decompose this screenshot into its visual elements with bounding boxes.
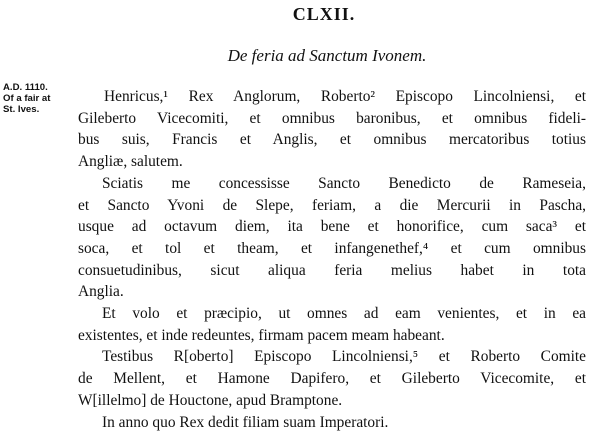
text-line: W[illelmo] de Houctone, apud Bramptone. xyxy=(78,391,343,409)
text-line: Gileberto Vicecomiti, et omnibus baronibus, et omnibus fideli- xyxy=(78,109,586,127)
text-line: existentes, et inde redeuntes, firmam pacem meam habeant. xyxy=(78,326,445,344)
text-line: Et volo et præcipio, ut omnes ad eam venientes, et in ea xyxy=(102,305,586,323)
charter-title: De feria ad Sanctum Ivonem. xyxy=(227,46,427,65)
charter-text xyxy=(78,86,586,433)
text-line: soca, et tol et theam, et infangenethef,⁴ et cum omnibus xyxy=(78,239,586,257)
margin-note-place: St. Ives. xyxy=(3,104,40,115)
text-line: In anno quo Rex dedit filiam suam Imperatori. xyxy=(102,413,389,431)
text-line: bus suis, Francis et Anglis, et omnibus mercatoribus totius xyxy=(78,131,586,149)
text-line: Testibus R[oberto] Episcopo Lincolniensi,⁵ et Roberto Comite xyxy=(102,348,586,366)
text-line: Henricus,¹ Rex Anglorum, Roberto² Episcopo Lincolniensi, et xyxy=(104,88,586,105)
text-line: Sciatis me concessisse Sancto Benedicto de Rameseia, xyxy=(102,174,586,192)
text-line: et Sancto Yvoni de Slepe, feriam, a die Mercurii in Pascha, xyxy=(78,196,586,214)
margin-note-date: A.D. 1110. xyxy=(3,82,48,93)
charter-number: CLXII. xyxy=(292,4,356,24)
text-line: Anglia. xyxy=(78,283,124,301)
margin-note xyxy=(3,82,73,115)
text-line: usque ad octavum diem, ita bene et honorifice, cum saca³ et xyxy=(78,218,586,236)
margin-note-subject: Of a fair at xyxy=(3,93,51,104)
text-line: Angliæ, salutem. xyxy=(78,153,183,171)
text-line: de Mellent, et Hamone Dapifero, et Gileberto Vicecomite, et xyxy=(78,370,586,388)
text-line: consuetudinibus, sicut aliqua feria melius habet in tota xyxy=(78,261,586,279)
